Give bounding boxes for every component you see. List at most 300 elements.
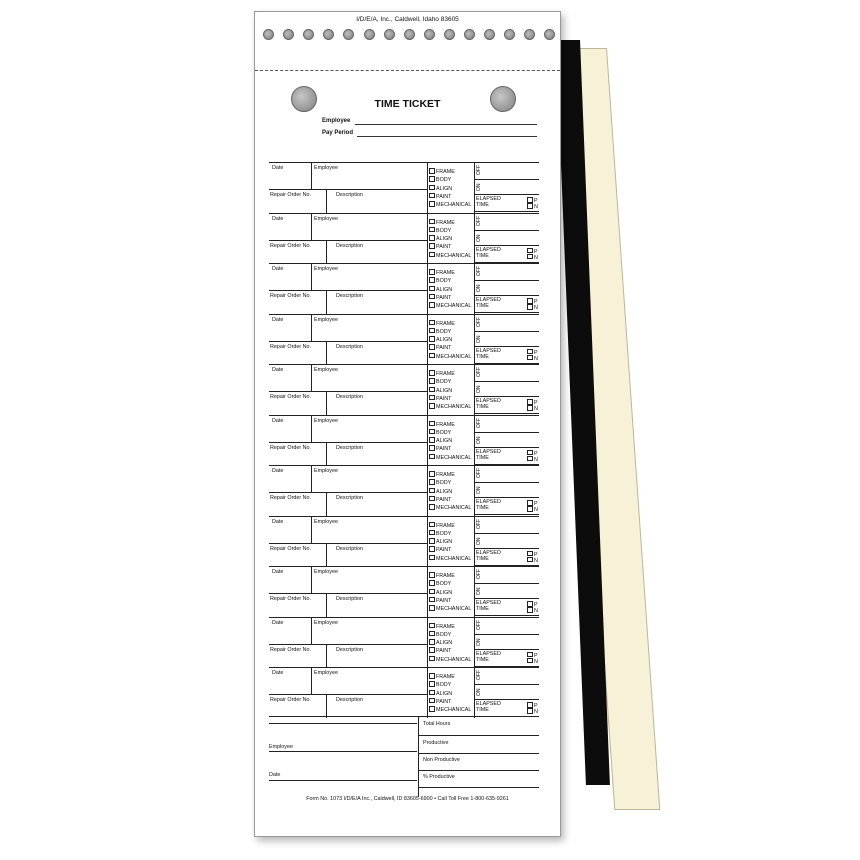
n-label: N <box>534 507 538 514</box>
category-checkbox <box>429 243 451 250</box>
category-checkbox <box>429 219 455 226</box>
checkbox-icon[interactable] <box>429 605 435 611</box>
binding-holes <box>261 29 553 41</box>
off-label: OFF <box>476 367 482 377</box>
entry-line <box>311 466 312 492</box>
time-entry <box>269 667 539 719</box>
entry-line <box>474 482 539 483</box>
category-label: BODY <box>436 480 452 487</box>
category-label: PAINT <box>436 345 452 352</box>
entry-line <box>474 416 475 466</box>
category-checkbox <box>429 302 471 309</box>
category-label: PAINT <box>436 446 452 453</box>
entry-line <box>474 194 539 195</box>
entry-line <box>427 365 428 415</box>
checkbox-icon[interactable] <box>527 450 533 456</box>
category-label: MECHANICAL <box>436 707 472 714</box>
entry-line <box>269 442 427 443</box>
summary-date-label: Date <box>269 772 281 778</box>
category-label: PAINT <box>436 547 452 554</box>
checkbox-icon[interactable] <box>429 429 435 435</box>
entry-line <box>326 341 327 365</box>
checkbox-icon[interactable] <box>527 708 533 714</box>
entry-line <box>474 245 539 246</box>
checkbox-icon[interactable] <box>429 168 435 174</box>
p-label: P <box>534 551 538 558</box>
category-checkbox <box>429 403 471 410</box>
productive-label: Productive <box>423 740 449 746</box>
category-label: ALIGN <box>436 438 453 445</box>
entry-line <box>326 240 327 264</box>
time-ticket-sheet <box>254 11 561 837</box>
checkbox-icon[interactable] <box>429 421 435 427</box>
category-label: ALIGN <box>436 387 453 394</box>
header-employee-line <box>355 124 537 125</box>
n-checkbox <box>527 658 538 665</box>
repair-order-label: Repair Order No. <box>270 697 312 703</box>
checkbox-icon[interactable] <box>429 185 435 191</box>
p-label: P <box>534 652 538 659</box>
entry-line <box>326 189 327 213</box>
entry-line <box>474 163 475 213</box>
entry-line <box>474 331 539 332</box>
category-checkbox <box>429 597 451 604</box>
p-label: P <box>534 198 538 205</box>
date-label: Date <box>272 518 284 525</box>
checkbox-icon[interactable] <box>429 193 435 199</box>
category-label: FRAME <box>436 573 455 580</box>
employee-label: Employee <box>314 165 338 171</box>
checkbox-icon[interactable] <box>527 658 533 664</box>
checkbox-icon[interactable] <box>429 252 435 258</box>
category-label: PAINT <box>436 295 452 302</box>
entry-line <box>474 346 539 347</box>
category-label: FRAME <box>436 522 455 529</box>
description-label: Description <box>336 697 363 703</box>
binding-hole <box>364 29 375 40</box>
category-label: MECHANICAL <box>436 353 472 360</box>
checkbox-icon[interactable] <box>527 355 533 361</box>
checkbox-icon[interactable] <box>527 551 533 557</box>
off-label: OFF <box>476 316 482 327</box>
summary-divider <box>418 717 419 797</box>
description-label: Description <box>336 293 363 299</box>
entry-line <box>269 290 427 291</box>
entry-line <box>269 492 427 493</box>
entry-line <box>474 214 475 264</box>
checkbox-icon[interactable] <box>429 370 435 376</box>
category-label: BODY <box>436 682 452 689</box>
checkbox-icon[interactable] <box>527 304 533 310</box>
entry-line <box>474 517 475 567</box>
checkbox-icon[interactable] <box>527 557 533 563</box>
category-label: PAINT <box>436 244 452 251</box>
category-label: FRAME <box>436 320 455 327</box>
checkbox-icon[interactable] <box>527 652 533 658</box>
off-label: OFF <box>476 165 482 175</box>
summary-line <box>419 753 539 754</box>
category-label: BODY <box>436 632 452 638</box>
date-label: Date <box>272 417 284 424</box>
checkbox-icon[interactable] <box>429 647 435 653</box>
category-checkbox <box>429 580 451 587</box>
binding-hole <box>424 29 435 40</box>
checkbox-icon[interactable] <box>429 176 435 182</box>
category-checkbox <box>429 395 451 402</box>
checkbox-icon[interactable] <box>429 580 435 586</box>
employee-label: Employee <box>314 569 338 575</box>
checkbox-icon[interactable] <box>429 631 435 637</box>
checkbox-icon[interactable] <box>429 589 435 595</box>
category-label: MECHANICAL <box>436 252 472 259</box>
on-label: ON <box>476 587 482 595</box>
checkbox-icon[interactable] <box>429 471 435 477</box>
entry-line <box>474 583 539 584</box>
checkbox-icon[interactable] <box>429 243 435 249</box>
category-checkbox <box>429 488 452 495</box>
checkbox-icon[interactable] <box>429 235 435 241</box>
time-label: TIME <box>476 606 489 612</box>
checkbox-icon[interactable] <box>527 248 533 254</box>
checkbox-icon[interactable] <box>429 219 435 225</box>
p-label: P <box>534 400 538 407</box>
checkbox-icon[interactable] <box>429 706 435 712</box>
checkbox-icon[interactable] <box>527 405 533 411</box>
checkbox-icon[interactable] <box>429 538 435 544</box>
elapsed-label: ELAPSED <box>476 499 501 505</box>
n-label: N <box>534 709 538 716</box>
binding-hole <box>283 29 294 40</box>
entry-line <box>474 179 539 180</box>
header-employee-label: Employee <box>322 118 351 124</box>
entry-line <box>311 315 312 341</box>
checkbox-icon[interactable] <box>429 437 435 443</box>
checkbox-icon[interactable] <box>429 597 435 603</box>
entry-line <box>269 391 427 392</box>
checkbox-icon[interactable] <box>429 387 435 393</box>
elapsed-label: ELAPSED <box>476 246 501 253</box>
n-checkbox <box>527 456 538 463</box>
checkbox-icon[interactable] <box>429 227 435 233</box>
category-checkbox <box>429 353 471 360</box>
p-label: P <box>534 450 538 457</box>
checkbox-icon[interactable] <box>527 349 533 355</box>
category-label: ALIGN <box>436 640 453 647</box>
p-label: P <box>534 602 538 609</box>
category-checkbox <box>429 538 452 545</box>
on-label: ON <box>476 234 482 242</box>
category-checkbox <box>429 176 451 183</box>
entry-line <box>474 280 539 281</box>
checkbox-icon[interactable] <box>429 353 435 359</box>
checkbox-icon[interactable] <box>429 294 435 300</box>
checkbox-icon[interactable] <box>527 601 533 607</box>
category-checkbox <box>429 522 455 529</box>
elapsed-label: ELAPSED <box>476 196 501 202</box>
checkbox-icon[interactable] <box>429 286 435 292</box>
entry-line <box>427 466 428 516</box>
entry-line <box>427 618 428 668</box>
time-label: TIME <box>476 707 489 713</box>
non-productive-label: Non Productive <box>423 757 460 763</box>
entry-line <box>326 442 327 466</box>
category-label: FRAME <box>436 219 455 226</box>
entry-line <box>474 634 539 635</box>
checkbox-icon[interactable] <box>527 254 533 260</box>
entry-line <box>427 668 428 718</box>
time-entry <box>269 465 539 517</box>
n-label: N <box>534 658 538 665</box>
checkbox-icon[interactable] <box>429 320 435 326</box>
pct-productive-label: % Productive <box>423 774 455 780</box>
binding-hole <box>464 29 475 40</box>
category-checkbox <box>429 681 451 688</box>
checkbox-icon[interactable] <box>527 607 533 613</box>
checkbox-icon[interactable] <box>429 555 435 561</box>
elapsed-label: ELAPSED <box>476 398 501 404</box>
employee-label: Employee <box>314 670 338 676</box>
category-label: FRAME <box>436 674 455 681</box>
checkbox-icon[interactable] <box>429 496 435 502</box>
off-label: OFF <box>476 266 482 276</box>
p-label: P <box>534 349 538 356</box>
entry-line <box>474 684 539 685</box>
checkbox-icon[interactable] <box>527 399 533 405</box>
employee-label: Employee <box>314 316 338 323</box>
checkbox-icon[interactable] <box>429 504 435 510</box>
category-label: PAINT <box>436 598 452 605</box>
checkbox-icon[interactable] <box>429 201 435 207</box>
category-checkbox <box>429 555 471 562</box>
checkbox-icon[interactable] <box>429 328 435 334</box>
off-label: OFF <box>476 468 482 478</box>
on-label: ON <box>476 688 482 696</box>
entry-line <box>311 517 312 543</box>
checkbox-icon[interactable] <box>527 506 533 512</box>
checkbox-icon[interactable] <box>429 656 435 662</box>
header-pay-period-line <box>357 136 537 137</box>
checkbox-icon[interactable] <box>429 639 435 645</box>
entry-line <box>311 618 312 644</box>
entry-line <box>311 214 312 240</box>
category-checkbox <box>429 252 471 259</box>
binding-hole <box>544 29 555 40</box>
elapsed-label: ELAPSED <box>476 701 501 707</box>
date-label: Date <box>272 468 284 474</box>
checkbox-icon[interactable] <box>527 702 533 708</box>
checkbox-icon[interactable] <box>527 456 533 462</box>
checkbox-icon[interactable] <box>429 488 435 494</box>
checkbox-icon[interactable] <box>429 403 435 409</box>
category-label: PAINT <box>436 648 452 655</box>
time-label: TIME <box>476 404 489 410</box>
checkbox-icon[interactable] <box>429 572 435 578</box>
binding-hole <box>303 29 314 40</box>
total-hours-label: Total Hours <box>423 721 451 727</box>
checkbox-icon[interactable] <box>429 698 435 704</box>
entry-line <box>474 567 475 617</box>
category-checkbox <box>429 320 455 327</box>
summary-line <box>269 780 417 781</box>
p-label: P <box>534 703 538 710</box>
n-label: N <box>534 305 538 312</box>
description-label: Description <box>336 444 363 451</box>
category-checkbox <box>429 437 452 444</box>
repair-order-label: Repair Order No. <box>270 444 312 451</box>
time-label: TIME <box>476 555 489 562</box>
entry-line <box>269 189 427 190</box>
category-label: FRAME <box>436 472 455 479</box>
description-label: Description <box>336 596 363 602</box>
category-checkbox <box>429 344 451 351</box>
n-checkbox <box>527 708 538 715</box>
category-checkbox <box>429 235 452 242</box>
category-checkbox <box>429 185 452 192</box>
checkbox-icon[interactable] <box>527 203 533 209</box>
n-label: N <box>534 254 538 261</box>
repair-order-label: Repair Order No. <box>270 343 312 350</box>
n-checkbox <box>527 405 538 412</box>
checkbox-icon[interactable] <box>429 395 435 401</box>
checkbox-icon[interactable] <box>429 530 435 536</box>
category-label: ALIGN <box>436 690 453 697</box>
category-label: MECHANICAL <box>436 505 472 512</box>
entry-line <box>427 214 428 264</box>
checkbox-icon[interactable] <box>429 681 435 687</box>
checkbox-icon[interactable] <box>429 269 435 275</box>
entry-line <box>474 432 539 433</box>
entry-line <box>269 341 427 342</box>
on-label: ON <box>476 486 482 494</box>
category-label: MECHANICAL <box>436 555 472 562</box>
on-label: ON <box>476 385 482 393</box>
category-label: MECHANICAL <box>436 404 472 411</box>
category-label: BODY <box>436 228 452 234</box>
category-checkbox <box>429 479 451 486</box>
checkbox-icon[interactable] <box>527 197 533 203</box>
n-checkbox <box>527 254 538 261</box>
n-checkbox <box>527 557 538 564</box>
description-label: Description <box>336 495 363 501</box>
on-label: ON <box>476 436 482 444</box>
employee-label: Employee <box>314 518 338 525</box>
binding-hole <box>343 29 354 40</box>
category-label: BODY <box>436 329 452 335</box>
time-label: TIME <box>476 505 489 511</box>
on-label: ON <box>476 284 482 292</box>
category-label: FRAME <box>436 623 455 630</box>
employee-label: Employee <box>314 619 338 626</box>
elapsed-label: ELAPSED <box>476 650 501 657</box>
company-header: I/D/E/A, Inc., Caldwell, Idaho 83605 <box>356 16 459 23</box>
date-label: Date <box>272 266 284 272</box>
category-checkbox <box>429 496 451 503</box>
entry-line <box>427 315 428 365</box>
checkbox-icon[interactable] <box>429 454 435 460</box>
entry-line <box>474 699 539 700</box>
n-label: N <box>534 456 538 463</box>
time-entry <box>269 415 539 467</box>
repair-order-label: Repair Order No. <box>270 293 312 299</box>
checkbox-icon[interactable] <box>429 623 435 629</box>
checkbox-icon[interactable] <box>429 277 435 283</box>
entry-line <box>326 543 327 567</box>
category-checkbox <box>429 589 452 596</box>
summary-section <box>269 716 539 797</box>
entry-line <box>311 163 312 189</box>
checkbox-icon[interactable] <box>429 546 435 552</box>
category-label: BODY <box>436 177 452 184</box>
entry-line <box>326 694 327 718</box>
n-label: N <box>534 355 538 362</box>
category-checkbox <box>429 504 471 511</box>
category-checkbox <box>429 193 451 200</box>
binding-hole <box>484 29 495 40</box>
on-label: ON <box>476 335 482 343</box>
checkbox-icon[interactable] <box>429 673 435 679</box>
perforation-line <box>255 70 560 71</box>
checkbox-icon[interactable] <box>429 522 435 528</box>
entry-line <box>474 497 539 498</box>
entry-line <box>474 618 475 668</box>
category-checkbox <box>429 631 451 638</box>
entry-line <box>326 593 327 617</box>
checkbox-icon[interactable] <box>429 479 435 485</box>
checkbox-icon[interactable] <box>527 500 533 506</box>
elapsed-label: ELAPSED <box>476 297 501 303</box>
time-entry <box>269 213 539 265</box>
checkbox-icon[interactable] <box>429 336 435 342</box>
category-label: ALIGN <box>436 337 453 344</box>
checkbox-icon[interactable] <box>429 302 435 308</box>
entry-line <box>269 694 427 695</box>
category-checkbox <box>429 201 471 208</box>
entry-line <box>311 668 312 694</box>
entry-line <box>427 264 428 314</box>
checkbox-icon[interactable] <box>429 378 435 384</box>
category-checkbox <box>429 530 451 537</box>
checkbox-icon[interactable] <box>429 690 435 696</box>
binding-hole <box>384 29 395 40</box>
entry-line <box>326 644 327 668</box>
employee-label: Employee <box>314 367 338 373</box>
time-entry <box>269 364 539 416</box>
employee-label: Employee <box>314 215 338 222</box>
entry-line <box>474 466 475 516</box>
category-checkbox <box>429 378 451 385</box>
summary-line <box>419 770 539 771</box>
entry-line <box>474 381 539 382</box>
checkbox-icon[interactable] <box>527 298 533 304</box>
entry-line <box>311 567 312 593</box>
elapsed-label: ELAPSED <box>476 448 501 455</box>
category-checkbox <box>429 421 455 428</box>
repair-order-label: Repair Order No. <box>270 394 312 400</box>
entry-line <box>474 396 539 397</box>
category-checkbox <box>429 277 451 284</box>
category-checkbox <box>429 639 452 646</box>
checkbox-icon[interactable] <box>429 445 435 451</box>
entry-line <box>474 230 539 231</box>
employee-label: Employee <box>314 417 338 424</box>
on-label: ON <box>476 638 482 646</box>
entry-line <box>474 548 539 549</box>
off-label: OFF <box>476 417 482 428</box>
category-checkbox <box>429 387 452 394</box>
category-checkbox <box>429 269 455 276</box>
binding-hole <box>323 29 334 40</box>
checkbox-icon[interactable] <box>429 344 435 350</box>
